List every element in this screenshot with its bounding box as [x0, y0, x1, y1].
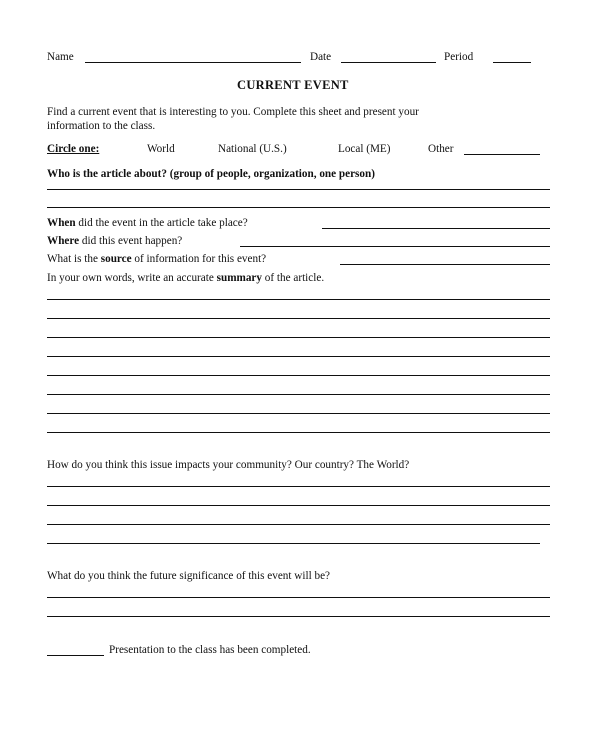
period-label: Period	[444, 51, 474, 63]
impact-line[interactable]	[47, 543, 540, 544]
impact-line[interactable]	[47, 505, 550, 506]
option-other[interactable]: Other	[428, 143, 454, 155]
future-line[interactable]	[47, 597, 550, 598]
summary-line[interactable]	[47, 299, 550, 300]
circle-one-label: Circle one:	[47, 143, 100, 155]
when-field[interactable]	[322, 228, 550, 229]
instructions-line-2: information to the class.	[47, 120, 156, 132]
date-label: Date	[310, 51, 332, 63]
name-field[interactable]	[85, 62, 301, 63]
impact-line[interactable]	[47, 524, 550, 525]
option-world[interactable]: World	[147, 143, 175, 155]
summary-line[interactable]	[47, 394, 550, 395]
question-source: What is the source of information for this event?	[47, 253, 267, 265]
option-local[interactable]: Local (ME)	[338, 143, 391, 155]
period-field[interactable]	[493, 62, 531, 63]
where-field[interactable]	[240, 246, 550, 247]
instructions-line-1: Find a current event that is interesting to you. Complete this sheet and present your	[47, 106, 419, 118]
date-field[interactable]	[341, 62, 436, 63]
answer-line[interactable]	[47, 207, 550, 208]
page-title: CURRENT EVENT	[237, 78, 349, 92]
question-who: Who is the article about? (group of people, organization, one person)	[47, 168, 375, 180]
other-field[interactable]	[464, 154, 540, 155]
presentation-checkline[interactable]	[47, 655, 104, 656]
option-national[interactable]: National (U.S.)	[218, 143, 287, 155]
summary-line[interactable]	[47, 413, 550, 414]
question-where: Where did this event happen?	[47, 235, 183, 247]
summary-line[interactable]	[47, 375, 550, 376]
answer-line[interactable]	[47, 189, 550, 190]
question-when: When did the event in the article take place?	[47, 217, 248, 229]
summary-line[interactable]	[47, 432, 550, 433]
name-label: Name	[47, 51, 74, 63]
question-summary: In your own words, write an accurate summary of the article.	[47, 272, 325, 284]
question-impact: How do you think this issue impacts your community? Our country? The World?	[47, 459, 410, 471]
impact-line[interactable]	[47, 486, 550, 487]
summary-line[interactable]	[47, 337, 550, 338]
question-future: What do you think the future significance of this event will be?	[47, 570, 331, 582]
source-field[interactable]	[340, 264, 550, 265]
presentation-statement: Presentation to the class has been completed.	[109, 644, 311, 656]
summary-line[interactable]	[47, 356, 550, 357]
summary-line[interactable]	[47, 318, 550, 319]
future-line[interactable]	[47, 616, 550, 617]
